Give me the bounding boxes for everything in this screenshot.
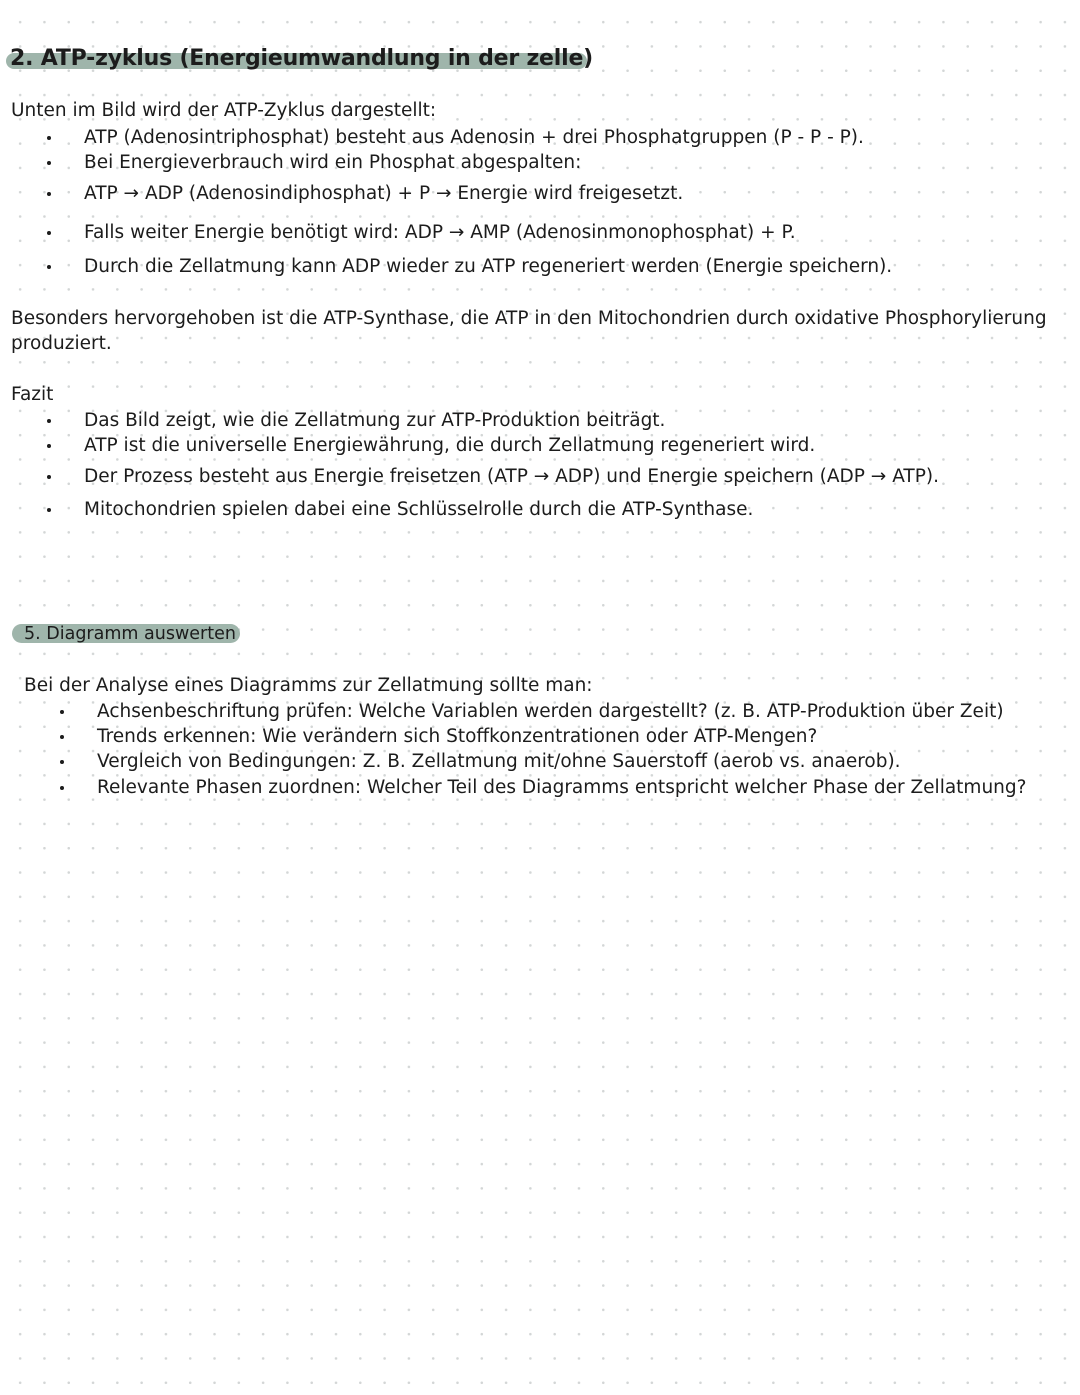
list-item-text: Mitochondrien spielen dabei eine Schlüsselrolle durch die ATP-Synthase. <box>84 499 754 520</box>
list-item-text: ATP ist die universelle Energiewährung, die durch Zellatmung regeneriert wird. <box>84 435 816 456</box>
list-item-text: Bei Energieverbrauch wird ein Phosphat abgespalten: <box>84 152 582 173</box>
section-atp-title: 2. ATP-zyklus (Energieumwandlung in der zelle) <box>10 46 594 71</box>
bullet-dot <box>47 508 51 512</box>
bullet-dot <box>47 444 51 448</box>
list-item-text: ATP → ADP (Adenosindiphosphat) + P → Energie wird freigesetzt. <box>84 183 684 204</box>
atp-synthase-paragraph-line2: produziert. <box>11 333 112 354</box>
list-item-text: Falls weiter Energie benötigt wird: ADP → AMP (Adenosinmonophosphat) + P. <box>84 222 796 243</box>
list-item-text: Relevante Phasen zuordnen: Welcher Teil des Diagramms entspricht welcher Phase der Zellatmung? <box>97 777 1027 798</box>
bullet-dot <box>47 192 51 196</box>
section-atp-intro: Unten im Bild wird der ATP-Zyklus dargestellt: <box>11 100 437 121</box>
list-item-text: Durch die Zellatmung kann ADP wieder zu ATP regeneriert werden (Energie speichern). <box>84 256 893 277</box>
bullet-dot <box>47 475 51 479</box>
section-diagram-intro: Bei der Analyse eines Diagramms zur Zellatmung sollte man: <box>24 675 593 696</box>
fazit-label: Fazit <box>11 384 54 405</box>
section-atp-heading <box>6 44 593 74</box>
list-item-text: Das Bild zeigt, wie die Zellatmung zur ATP-Produktion beiträgt. <box>84 410 666 431</box>
bullet-dot <box>60 760 64 764</box>
bullet-dot <box>60 710 64 714</box>
list-item-text: Trends erkennen: Wie verändern sich Stoffkonzentrationen oder ATP-Mengen? <box>97 726 818 747</box>
bullet-dot <box>60 786 64 790</box>
bullet-dot <box>47 136 51 140</box>
section-diagram-heading <box>12 620 240 648</box>
list-item-text: Der Prozess besteht aus Energie freisetzen (ATP → ADP) und Energie speichern (ADP → ATP). <box>84 466 939 487</box>
bullet-dot <box>47 419 51 423</box>
list-item-text: Achsenbeschriftung prüfen: Welche Variablen werden dargestellt? (z. B. ATP-Produktion über Zeit) <box>97 701 1004 722</box>
section-diagram-title: 5. Diagramm auswerten <box>24 624 236 644</box>
bullet-dot <box>47 265 51 269</box>
atp-synthase-paragraph-line1: Besonders hervorgehoben ist die ATP-Synthase, die ATP in den Mitochondrien durch oxidative Phosphorylierung <box>11 308 1047 329</box>
list-item-text: Vergleich von Bedingungen: Z. B. Zellatmung mit/ohne Sauerstoff (aerob vs. anaerob). <box>97 751 901 772</box>
bullet-dot <box>60 735 64 739</box>
list-item-text: ATP (Adenosintriphosphat) besteht aus Adenosin + drei Phosphatgruppen (P - P - P). <box>84 127 864 148</box>
bullet-dot <box>47 161 51 165</box>
bullet-dot <box>47 231 51 235</box>
